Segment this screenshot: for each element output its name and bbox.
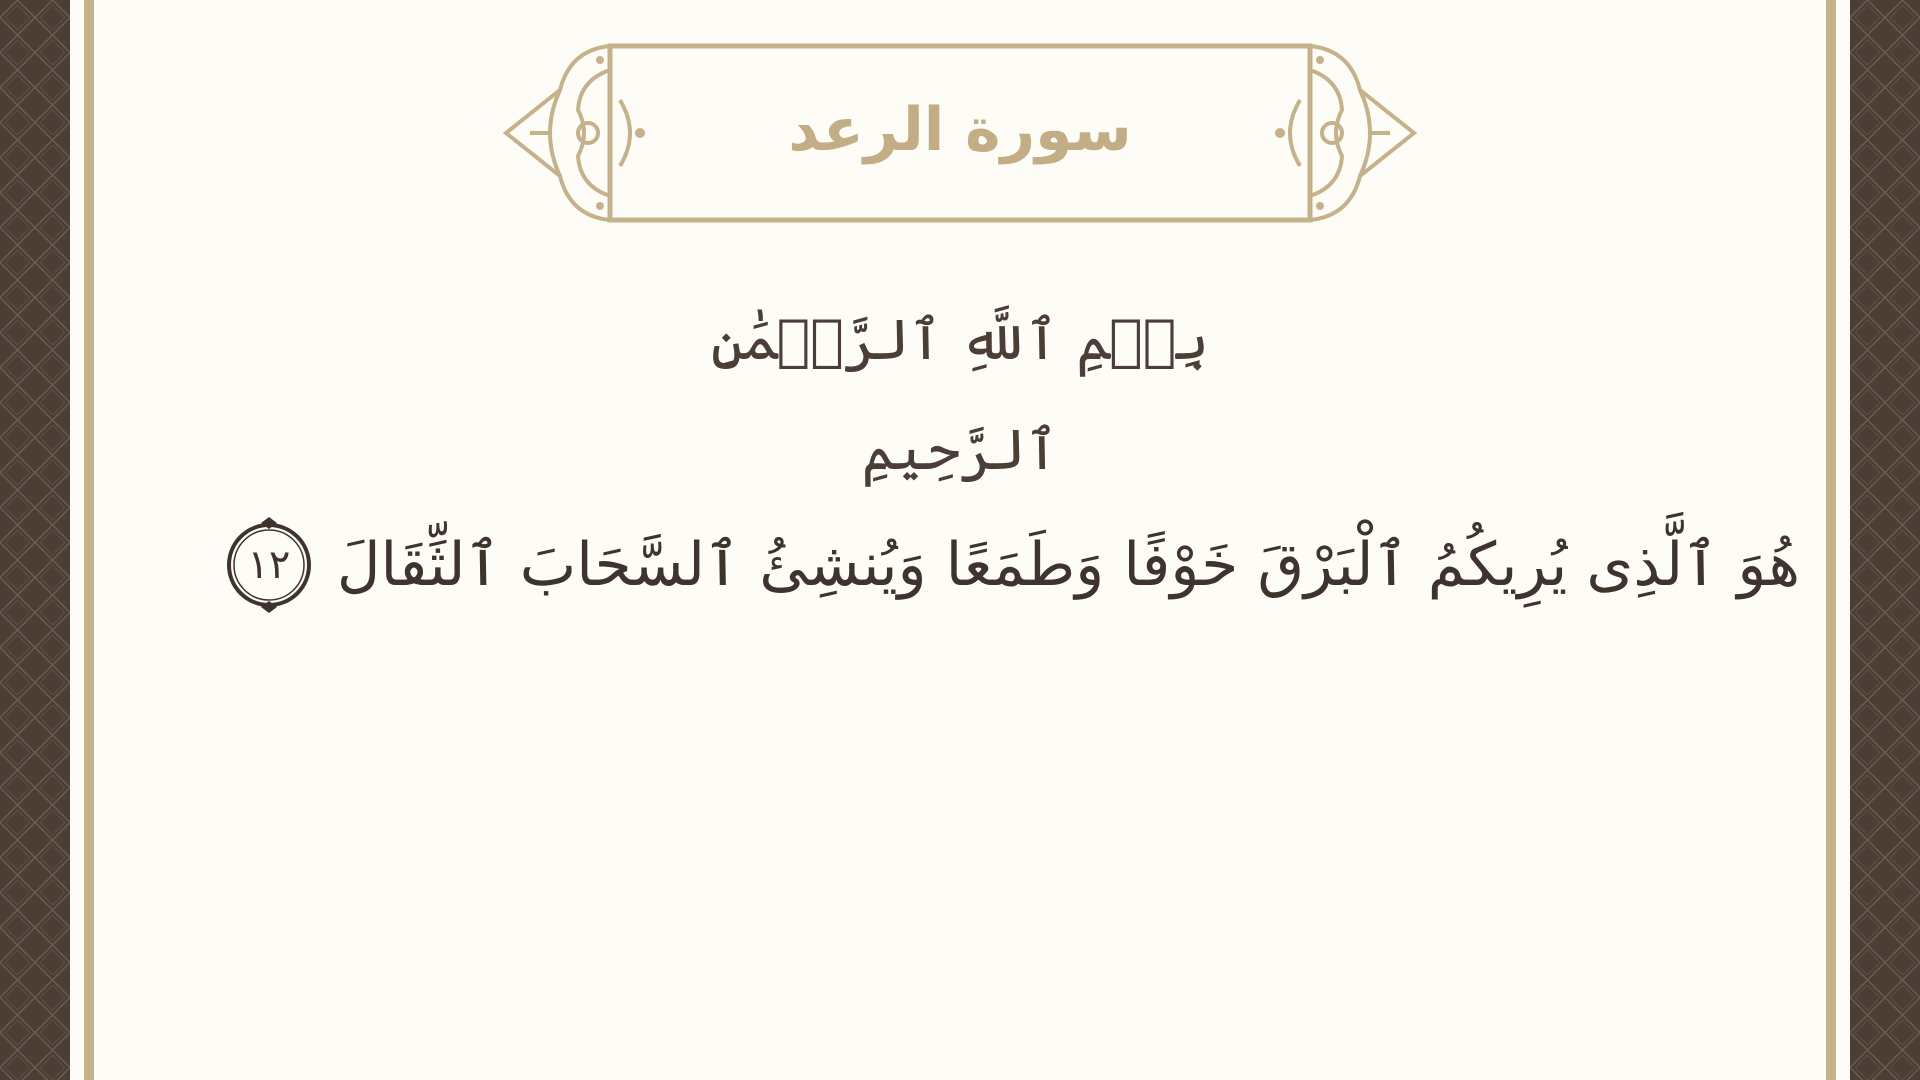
right-pattern-border <box>1850 0 1920 1080</box>
right-gold-rule <box>1826 0 1836 1080</box>
left-pattern-border <box>0 0 70 1080</box>
geometric-pattern-icon <box>1850 0 1920 1080</box>
surah-title: سورة الرعد <box>788 95 1132 165</box>
basmala: بِسۡمِ ٱللَّهِ ٱلرَّحۡمَٰنِ ٱلرَّحِيمِ <box>710 308 1210 483</box>
surah-header-frame <box>500 40 1420 226</box>
geometric-pattern-icon <box>0 0 70 1080</box>
ayah-end-marker <box>221 517 317 613</box>
ayah-number: ١٢ <box>247 542 291 588</box>
verse-line <box>247 510 1800 620</box>
verse-text: هُوَ ٱلَّذِى يُرِيكُمُ ٱلْبَرْقَ خَوْفًا وَطَمَعًا وَيُنشِئُ ٱلسَّحَابَ ٱلثِّقَالَ <box>336 530 1800 600</box>
left-gold-rule <box>84 0 94 1080</box>
